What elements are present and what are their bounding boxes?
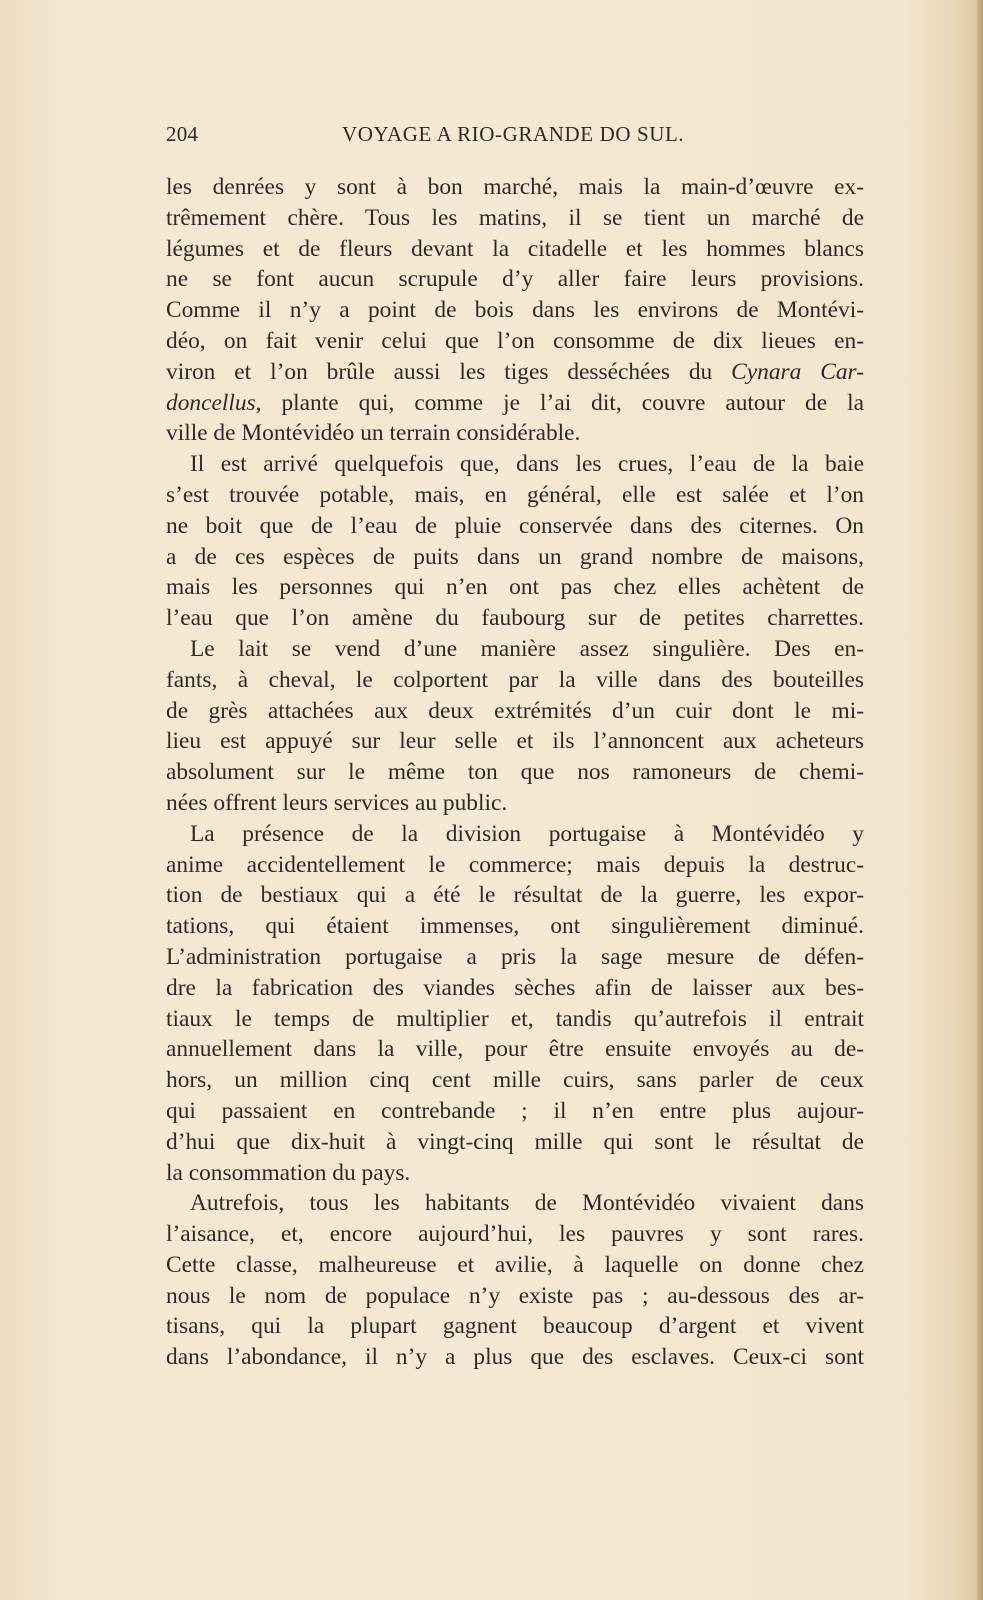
running-title: VOYAGE A RIO-GRANDE DO SUL. [342,122,685,146]
text-line: mais les personnes qui n’en ont pas chez elles achètent de [166,574,864,601]
body-text [166,172,864,1373]
paragraph-end-line: ville de Montévidéo un terrain considérable. [166,420,581,447]
text-line: les denrées y sont à bon marché, mais la main-d’œuvre ex- [166,174,864,200]
italic-species-name: Cynara Car- [731,358,864,385]
text-line: de grès attachées aux deux extrémités d’un cuir dont le mi- [166,697,864,724]
text-line: Comme il n’y a point de bois dans les environs de Montévi- [166,297,864,324]
text-line: tion de bestiaux qui a été le résultat de la guerre, les expor- [166,882,864,909]
text-line: l’eau que l’on amène du faubourg sur de petites charrettes. [166,605,864,632]
text-line: hors, un million cinq cent mille cuirs, sans parler de ceux [166,1067,864,1094]
paragraph-start-line: Autrefois, tous les habitants de Montévidéo vivaient dans [190,1190,864,1217]
text-line: d’hui que dix-huit à vingt-cinq mille qui sont le résultat de [166,1128,864,1155]
paragraph-start-line: La présence de la division portugaise à Montévidéo y [190,820,864,847]
paragraph-start-line: Le lait se vend d’une manière assez singulière. Des en- [190,635,864,662]
text-line: ne se font aucun scrupule d’y aller faire leurs provisions. [166,266,864,293]
text-line: dans l’abondance, il n’y a plus que des esclaves. Ceux-ci sont [166,1344,864,1371]
running-header [166,122,864,152]
text-line: annuellement dans la ville, pour être ensuite envoyés au de- [166,1036,864,1063]
text-line [166,357,864,388]
text-line: l’aisance, et, encore aujourd’hui, les pauvres y sont rares. [166,1221,864,1248]
text-line: tations, qui étaient immenses, ont singulièrement diminué. [166,913,864,940]
page-edge-shadow [977,0,983,1600]
italic-species-name: doncellus, [166,389,262,416]
text-line: trêmement chère. Tous les matins, il se tient un marché de [166,204,864,231]
text-line: a de ces espèces de puits dans un grand nombre de maisons, [166,543,864,570]
paragraph-start-line: Il est arrivé quelquefois que, dans les crues, l’eau de la baie [190,451,864,478]
page-number: 204 [166,122,199,146]
text-line: absolument sur le même ton que nos ramoneurs de chemi- [166,759,864,786]
paragraph-end-line: la consommation du pays. [166,1159,411,1186]
text-line: fants, à cheval, le colportent par la ville dans des bouteilles [166,666,864,693]
text-segment: plante qui, comme je l’ai dit, couvre autour de la [261,389,864,416]
text-line: ne boit que de l’eau de pluie conservée dans des citernes. On [166,512,864,539]
text-line: Cette classe, malheureuse et avilie, à laquelle on donne chez [166,1251,864,1278]
text-line: tisans, qui la plupart gagnent beaucoup d’argent et vivent [166,1313,864,1340]
text-line: anime accidentellement le commerce; mais depuis la destruc- [166,851,864,878]
text-line: légumes et de fleurs devant la citadelle et les hommes blancs [166,235,864,262]
text-line: déo, on fait venir celui que l’on consomme de dix lieues en- [166,327,864,354]
text-line: L’administration portugaise a pris la sage mesure de défen- [166,943,864,970]
paragraph-end-line: nées offrent leurs services au public. [166,789,508,816]
text-line: s’est trouvée potable, mais, en général, elle est salée et l’on [166,481,864,508]
text-line: dre la fabrication des viandes sèches afin de laisser aux bes- [166,974,864,1001]
text-line: qui passaient en contrebande ; il n’en entre plus aujour- [166,1097,864,1124]
text-line [166,388,864,419]
text-line: tiaux le temps de multiplier et, tandis qu’autrefois il entrait [166,1005,864,1032]
text-line: lieu est appuyé sur leur selle et ils l’annoncent aux acheteurs [166,728,864,755]
text-segment: viron et l’on brûle aussi les tiges desséchées du [166,358,732,385]
text-line: nous le nom de populace n’y existe pas ; au-dessous des ar- [166,1282,864,1309]
